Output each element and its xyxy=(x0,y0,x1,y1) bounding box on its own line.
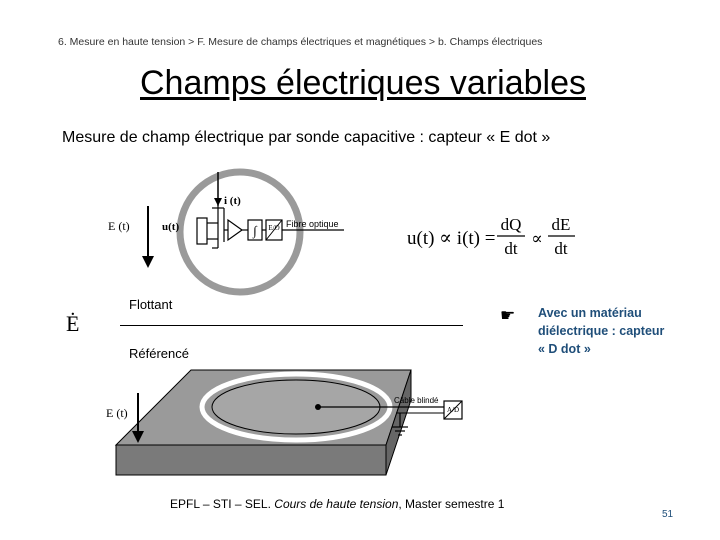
eo-converter-symbol: E/O xyxy=(268,224,280,232)
footer-course: Cours de haute tension xyxy=(274,497,399,511)
formula xyxy=(405,208,585,264)
edot-symbol: Ė xyxy=(66,311,80,336)
divider-line xyxy=(120,325,463,326)
integrator-symbol: ∫ xyxy=(253,223,257,238)
cable-label: Câble blindé xyxy=(394,396,439,405)
probe-electrode-shape xyxy=(197,218,207,244)
current-label: i (t) xyxy=(224,195,241,207)
fibre-optic-label: Fibre optique xyxy=(286,219,339,229)
plate-front-shape xyxy=(116,445,386,475)
formula-dt-1: dt xyxy=(504,239,518,258)
formula-prop: ∝ xyxy=(531,229,543,248)
page-title: Champs électriques variables xyxy=(140,64,586,102)
page-number: 51 xyxy=(662,509,674,520)
formula-lhs: u(t) ∝ i(t) = xyxy=(407,228,496,249)
voltage-label: u(t) xyxy=(162,221,180,233)
footer-prefix: EPFL – STI – SEL. xyxy=(170,497,271,511)
amplifier-shape xyxy=(228,220,242,240)
subtitle: Mesure de champ électrique par sonde capacitive : capteur « E dot » xyxy=(62,129,551,146)
formula-de: dE xyxy=(551,215,571,234)
footer xyxy=(170,497,504,511)
efield-arrowhead xyxy=(142,256,154,268)
breadcrumb: 6. Mesure en haute tension > F. Mesure de champs électriques et magnétiques > b. Champs électriques xyxy=(58,36,543,48)
footer-suffix: , Master semestre 1 xyxy=(398,497,505,511)
formula-dq: dQ xyxy=(500,215,522,234)
efield-label-bottom: E (t) xyxy=(106,406,128,420)
ad-converter-symbol: A/D xyxy=(446,406,460,414)
reference-label: Référencé xyxy=(129,346,189,361)
formula-dt-2: dt xyxy=(554,239,568,258)
pointing-hand-icon: ☛ xyxy=(500,306,516,325)
efield-label-top: E (t) xyxy=(108,219,130,233)
probe-diagram-floating xyxy=(100,168,360,298)
probe-diagram-referenced xyxy=(96,365,476,485)
flottant-label: Flottant xyxy=(129,297,173,312)
note-dielectric: Avec un matériau diélectrique : capteur « D dot » xyxy=(538,306,665,356)
current-arrowhead xyxy=(214,198,222,206)
